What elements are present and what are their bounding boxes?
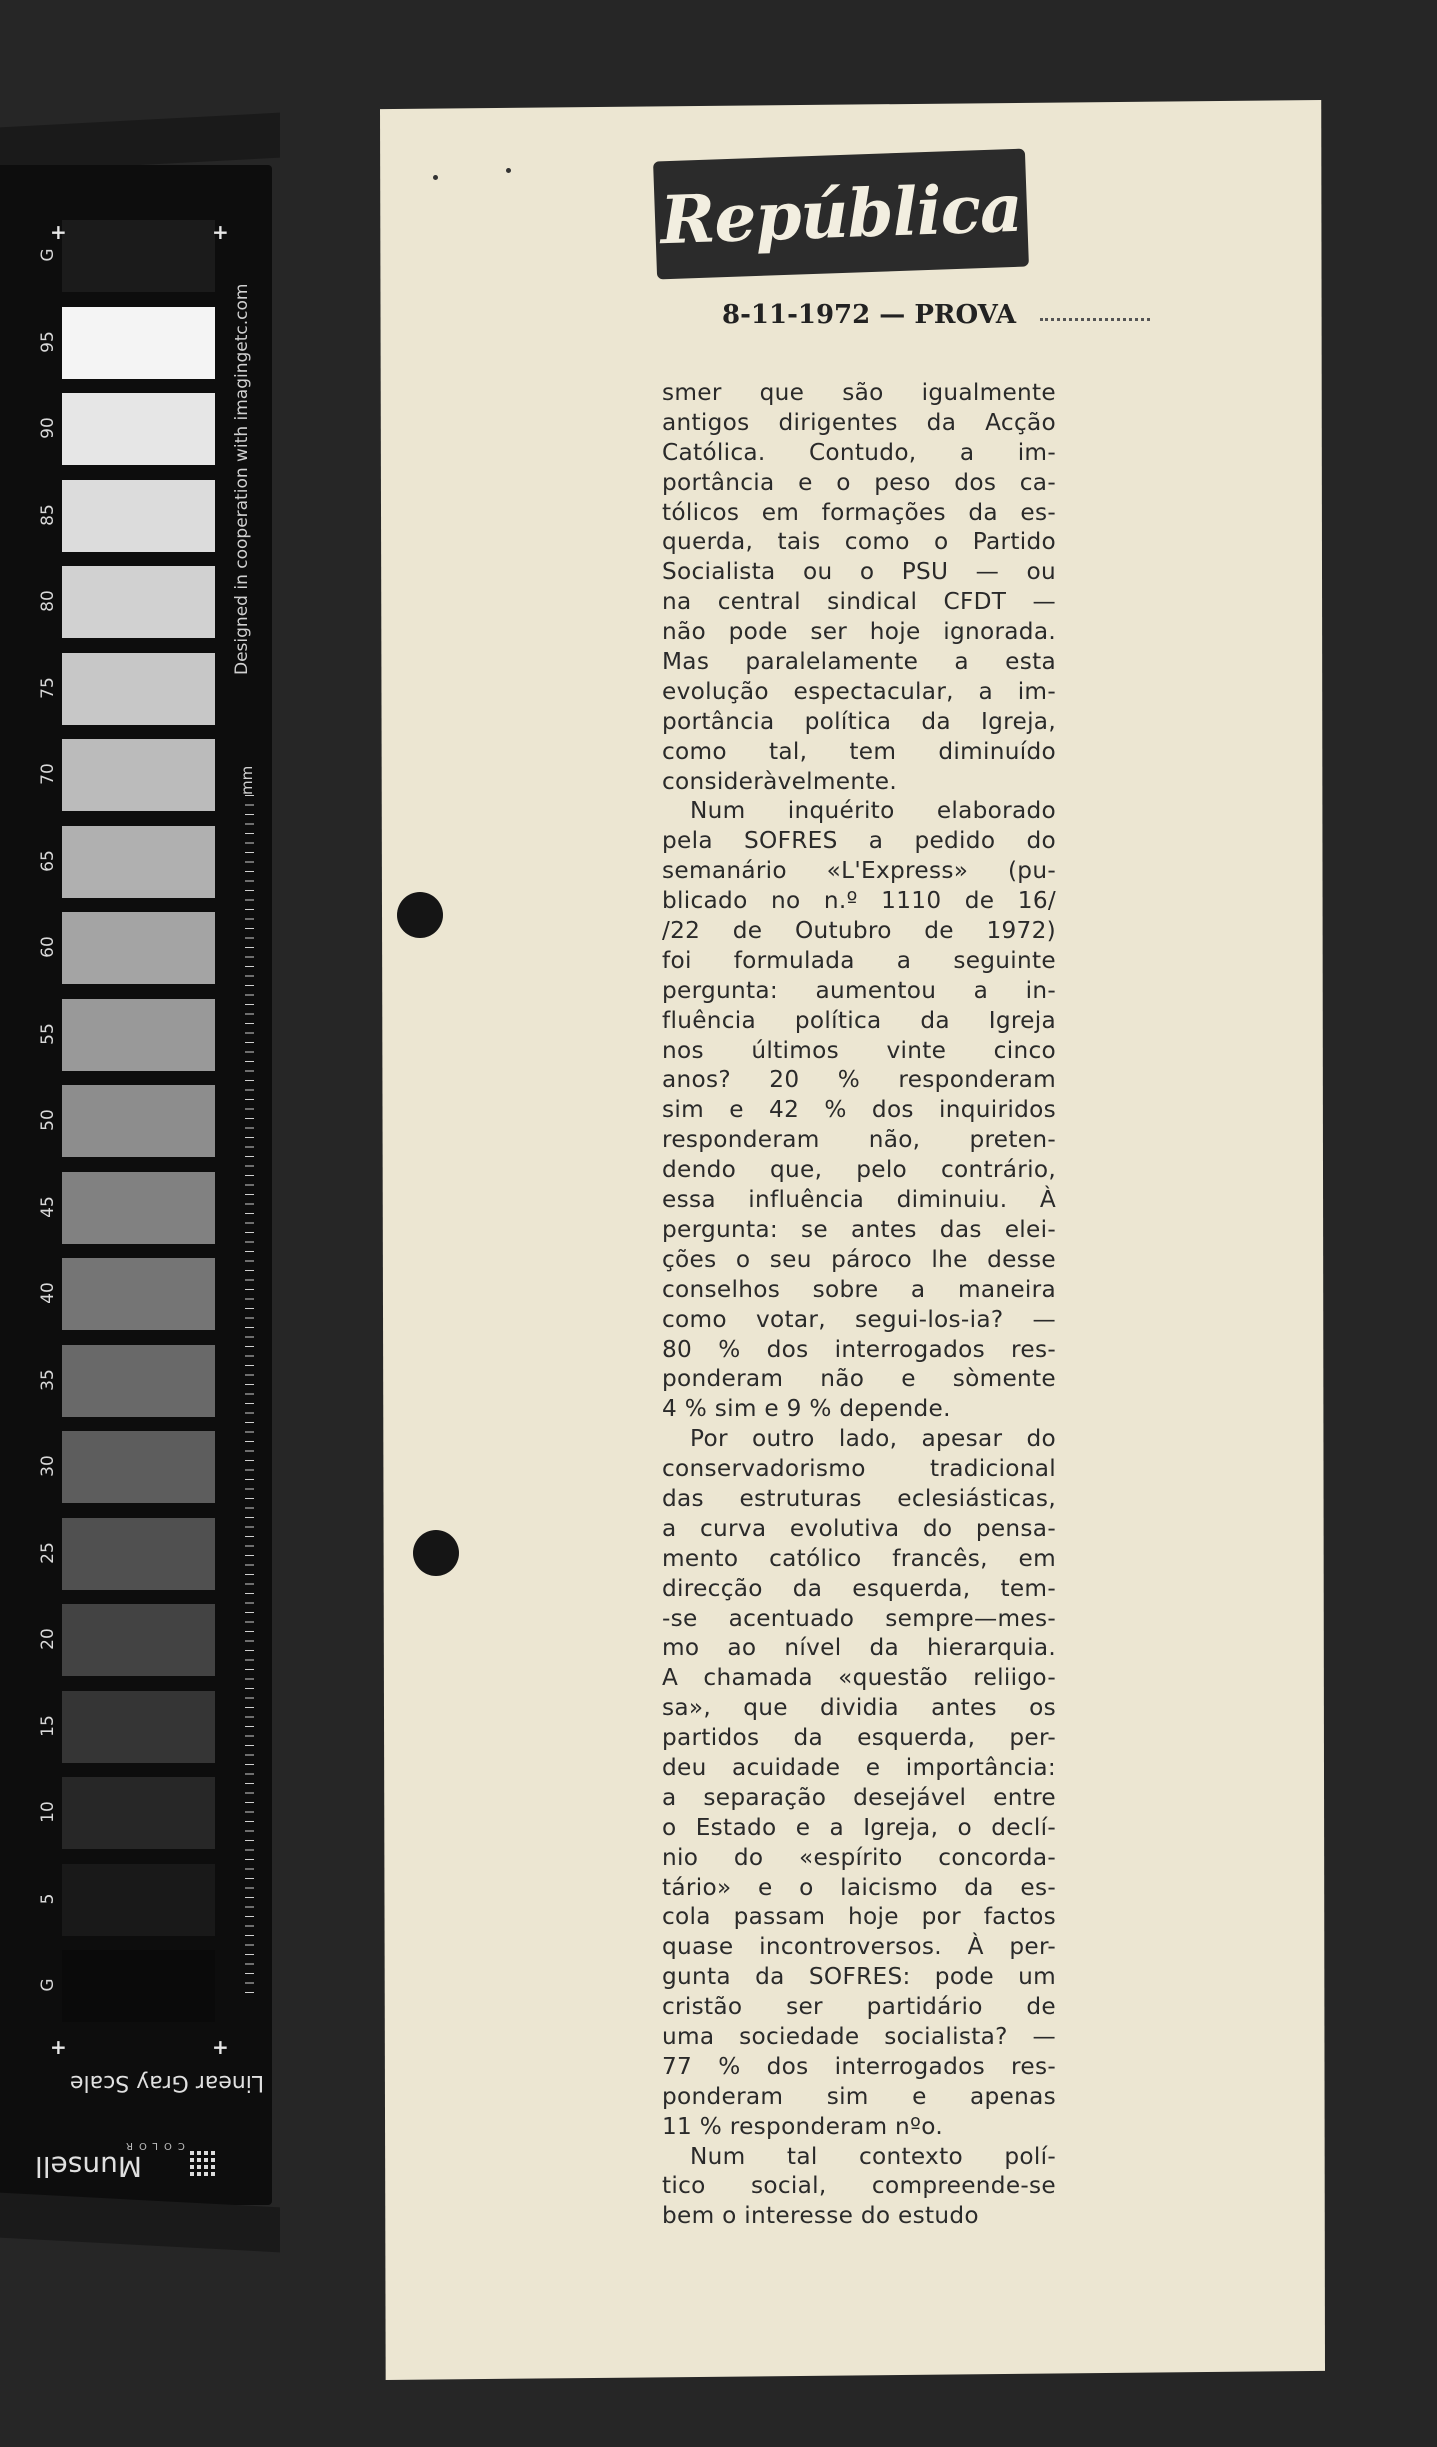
article-line: cola passam hoje por factos [662, 1903, 1056, 1931]
article-line: 4 % sim e 9 % depende. [662, 1395, 951, 1423]
gray-patch [62, 393, 215, 465]
article-line: 77 % dos interrogados res- [662, 2052, 1056, 2080]
gray-patch [62, 1431, 215, 1503]
article-line: consideràvelmente. [662, 767, 897, 795]
scale-number: 5 [38, 1893, 58, 1904]
article-line: ções o seu pároco lhe desse [662, 1245, 1056, 1273]
article-line: nos últimos vinte cinco [662, 1036, 1056, 1064]
scale-title: Linear Gray Scale [70, 2070, 265, 2095]
article-line: Socialista ou o PSU — ou [662, 558, 1056, 586]
dotted-trail [1040, 318, 1150, 321]
scale-number: 30 [38, 1455, 58, 1477]
article-line: 11 % responderam nºo. [662, 2112, 944, 2140]
article-line: nio do «espírito concorda- [662, 1843, 1056, 1871]
article-line: A chamada «questão reliigo- [662, 1664, 1056, 1692]
gray-scale-card [0, 165, 272, 2205]
gray-patch [62, 566, 215, 638]
article-line: portância e o peso dos ca- [662, 468, 1056, 496]
article-line: direcção da esquerda, tem- [662, 1574, 1056, 1602]
article-line: antigos dirigentes da Acção [662, 408, 1056, 436]
article-line: quase incontroversos. À per- [662, 1933, 1056, 1961]
plus-mark-bl: + [50, 2035, 67, 2059]
article-line: dendo que, pelo contrário, [662, 1156, 1056, 1184]
mm-ruler [245, 795, 267, 1995]
article-line: uma sociedade socialista? — [662, 2022, 1056, 2050]
gray-patch [62, 739, 215, 811]
ink-speck [433, 175, 438, 180]
scale-number: G [38, 1978, 58, 1992]
article-line: cristão ser partidário de [662, 1993, 1056, 2021]
article-line: responderam não, preten- [662, 1126, 1056, 1154]
article-line: partidos da esquerda, per- [662, 1724, 1056, 1752]
article-line: Num tal contexto polí- [690, 2142, 1056, 2170]
article-line: tico social, compreende-se [662, 2172, 1056, 2200]
scale-number: 70 [38, 763, 58, 785]
scale-number: 75 [38, 676, 58, 699]
scale-number: 90 [38, 417, 58, 439]
plus-mark-br: + [212, 2035, 229, 2059]
article-line: deu acuidade e importância: [662, 1753, 1056, 1781]
article-line: pergunta: se antes das elei- [662, 1215, 1056, 1243]
article-line: Por outro lado, apesar do [690, 1425, 1056, 1453]
article-line: Mas paralelamente a esta [662, 648, 1056, 676]
article-line: sim e 42 % dos inquiridos [662, 1096, 1056, 1124]
scale-number: 40 [38, 1282, 58, 1304]
article-line: ponderam sim e apenas [662, 2082, 1056, 2110]
scale-number: 95 [38, 330, 58, 353]
article-line: fluência política da Igreja [662, 1006, 1056, 1034]
card-top-edge [0, 113, 280, 173]
article-line: 80 % dos interrogados res- [662, 1335, 1056, 1363]
article-line: gunta da SOFRES: pode um [662, 1963, 1056, 1991]
article-line: Católica. Contudo, a im- [662, 438, 1056, 466]
article-line: -se acentuado sempre—mes- [662, 1604, 1056, 1632]
article-line: pergunta: aumentou a in- [662, 976, 1056, 1004]
article-column [662, 378, 1056, 2231]
scale-number: 15 [38, 1714, 58, 1737]
masthead-title: República [659, 168, 1023, 260]
punch-hole-top [397, 892, 443, 938]
article-line: /22 de Outubro de 1972) [662, 917, 1056, 945]
scale-number: 50 [38, 1109, 58, 1131]
article-line: pela SOFRES a pedido do [662, 827, 1056, 855]
article-line: na central sindical CFDT — [662, 588, 1056, 616]
gray-patch [62, 826, 215, 898]
plus-mark-tl: + [50, 220, 67, 244]
gray-patch [62, 1345, 215, 1417]
brand-name: Munsell [35, 2150, 143, 2183]
dateline: 8-11-1972 — PROVA [722, 300, 1016, 330]
credit-text: Designed in cooperation with imagingetc.com [232, 283, 252, 675]
gray-patch [62, 1864, 215, 1936]
article-line: sa», que dividia antes os [662, 1694, 1056, 1722]
gray-patch [62, 912, 215, 984]
scale-number: 55 [38, 1022, 58, 1045]
article-line: a separação desejável entre [662, 1783, 1056, 1811]
article-line: smer que são igualmente [662, 379, 1056, 406]
scale-number: 80 [38, 590, 58, 612]
mm-label: mm [238, 765, 256, 795]
scale-number: 65 [38, 849, 58, 872]
article-line: anos? 20 % responderam [662, 1066, 1056, 1094]
punch-hole-bottom [413, 1530, 459, 1576]
masthead [653, 149, 1029, 280]
article-line: querda, tais como o Partido [662, 528, 1056, 556]
munsell-logo-icon [190, 2150, 216, 2176]
scale-number: 25 [38, 1541, 58, 1564]
gray-patch [62, 1518, 215, 1590]
article-line: conservadorismo tradicional [662, 1455, 1056, 1483]
brand-sub: COLOR [120, 2140, 185, 2151]
gray-patch [62, 220, 215, 292]
article-line: mo ao nível da hierarquia. [662, 1634, 1056, 1662]
scale-number: 35 [38, 1368, 58, 1391]
article-line: blicado no n.º 1110 de 16/ [662, 887, 1056, 915]
scale-number: 20 [38, 1628, 58, 1650]
article-line: Num inquérito elaborado [690, 797, 1056, 825]
article-line: portância política da Igreja, [662, 707, 1056, 735]
article-line: a curva evolutiva do pensa- [662, 1514, 1056, 1542]
gray-patch [62, 1950, 215, 2022]
scale-number: 85 [38, 503, 58, 526]
article-line: mento católico francês, em [662, 1544, 1056, 1572]
article-line: semanário «L'Express» (pu- [662, 857, 1056, 885]
gray-patch [62, 307, 215, 379]
gray-patch [62, 1085, 215, 1157]
article-line: conselhos sobre a maneira [662, 1275, 1056, 1303]
ink-speck [506, 168, 511, 173]
article-line: como tal, tem diminuído [662, 737, 1056, 765]
plus-mark-tr: + [212, 220, 229, 244]
scale-number: 60 [38, 936, 58, 958]
article-line: evolução espectacular, a im- [662, 677, 1056, 705]
gray-patch [62, 1604, 215, 1676]
article-line: das estruturas eclesiásticas, [662, 1484, 1056, 1512]
article-line: tólicos em formações da es- [662, 498, 1056, 526]
gray-patch [62, 653, 215, 725]
article-line: como votar, segui-los-ia? — [662, 1305, 1056, 1333]
scale-number: G [38, 248, 58, 262]
scale-number: 45 [38, 1195, 58, 1218]
gray-patch [62, 1777, 215, 1849]
article-line: não pode ser hoje ignorada. [662, 618, 1056, 646]
article-line: ponderam não e sòmente [662, 1365, 1056, 1393]
gray-patch [62, 1172, 215, 1244]
article-line: o Estado e a Igreja, o declí- [662, 1813, 1056, 1841]
gray-patch [62, 1691, 215, 1763]
article-line: tário» e o laicismo da es- [662, 1873, 1056, 1901]
scale-number: 10 [38, 1801, 58, 1823]
article-line: essa influência diminuiu. À [662, 1186, 1056, 1214]
article-line: bem o interesse do estudo [662, 2202, 979, 2230]
article-line: foi formulada a seguinte [662, 946, 1056, 974]
gray-patch [62, 1258, 215, 1330]
gray-patch [62, 999, 215, 1071]
gray-patch [62, 480, 215, 552]
